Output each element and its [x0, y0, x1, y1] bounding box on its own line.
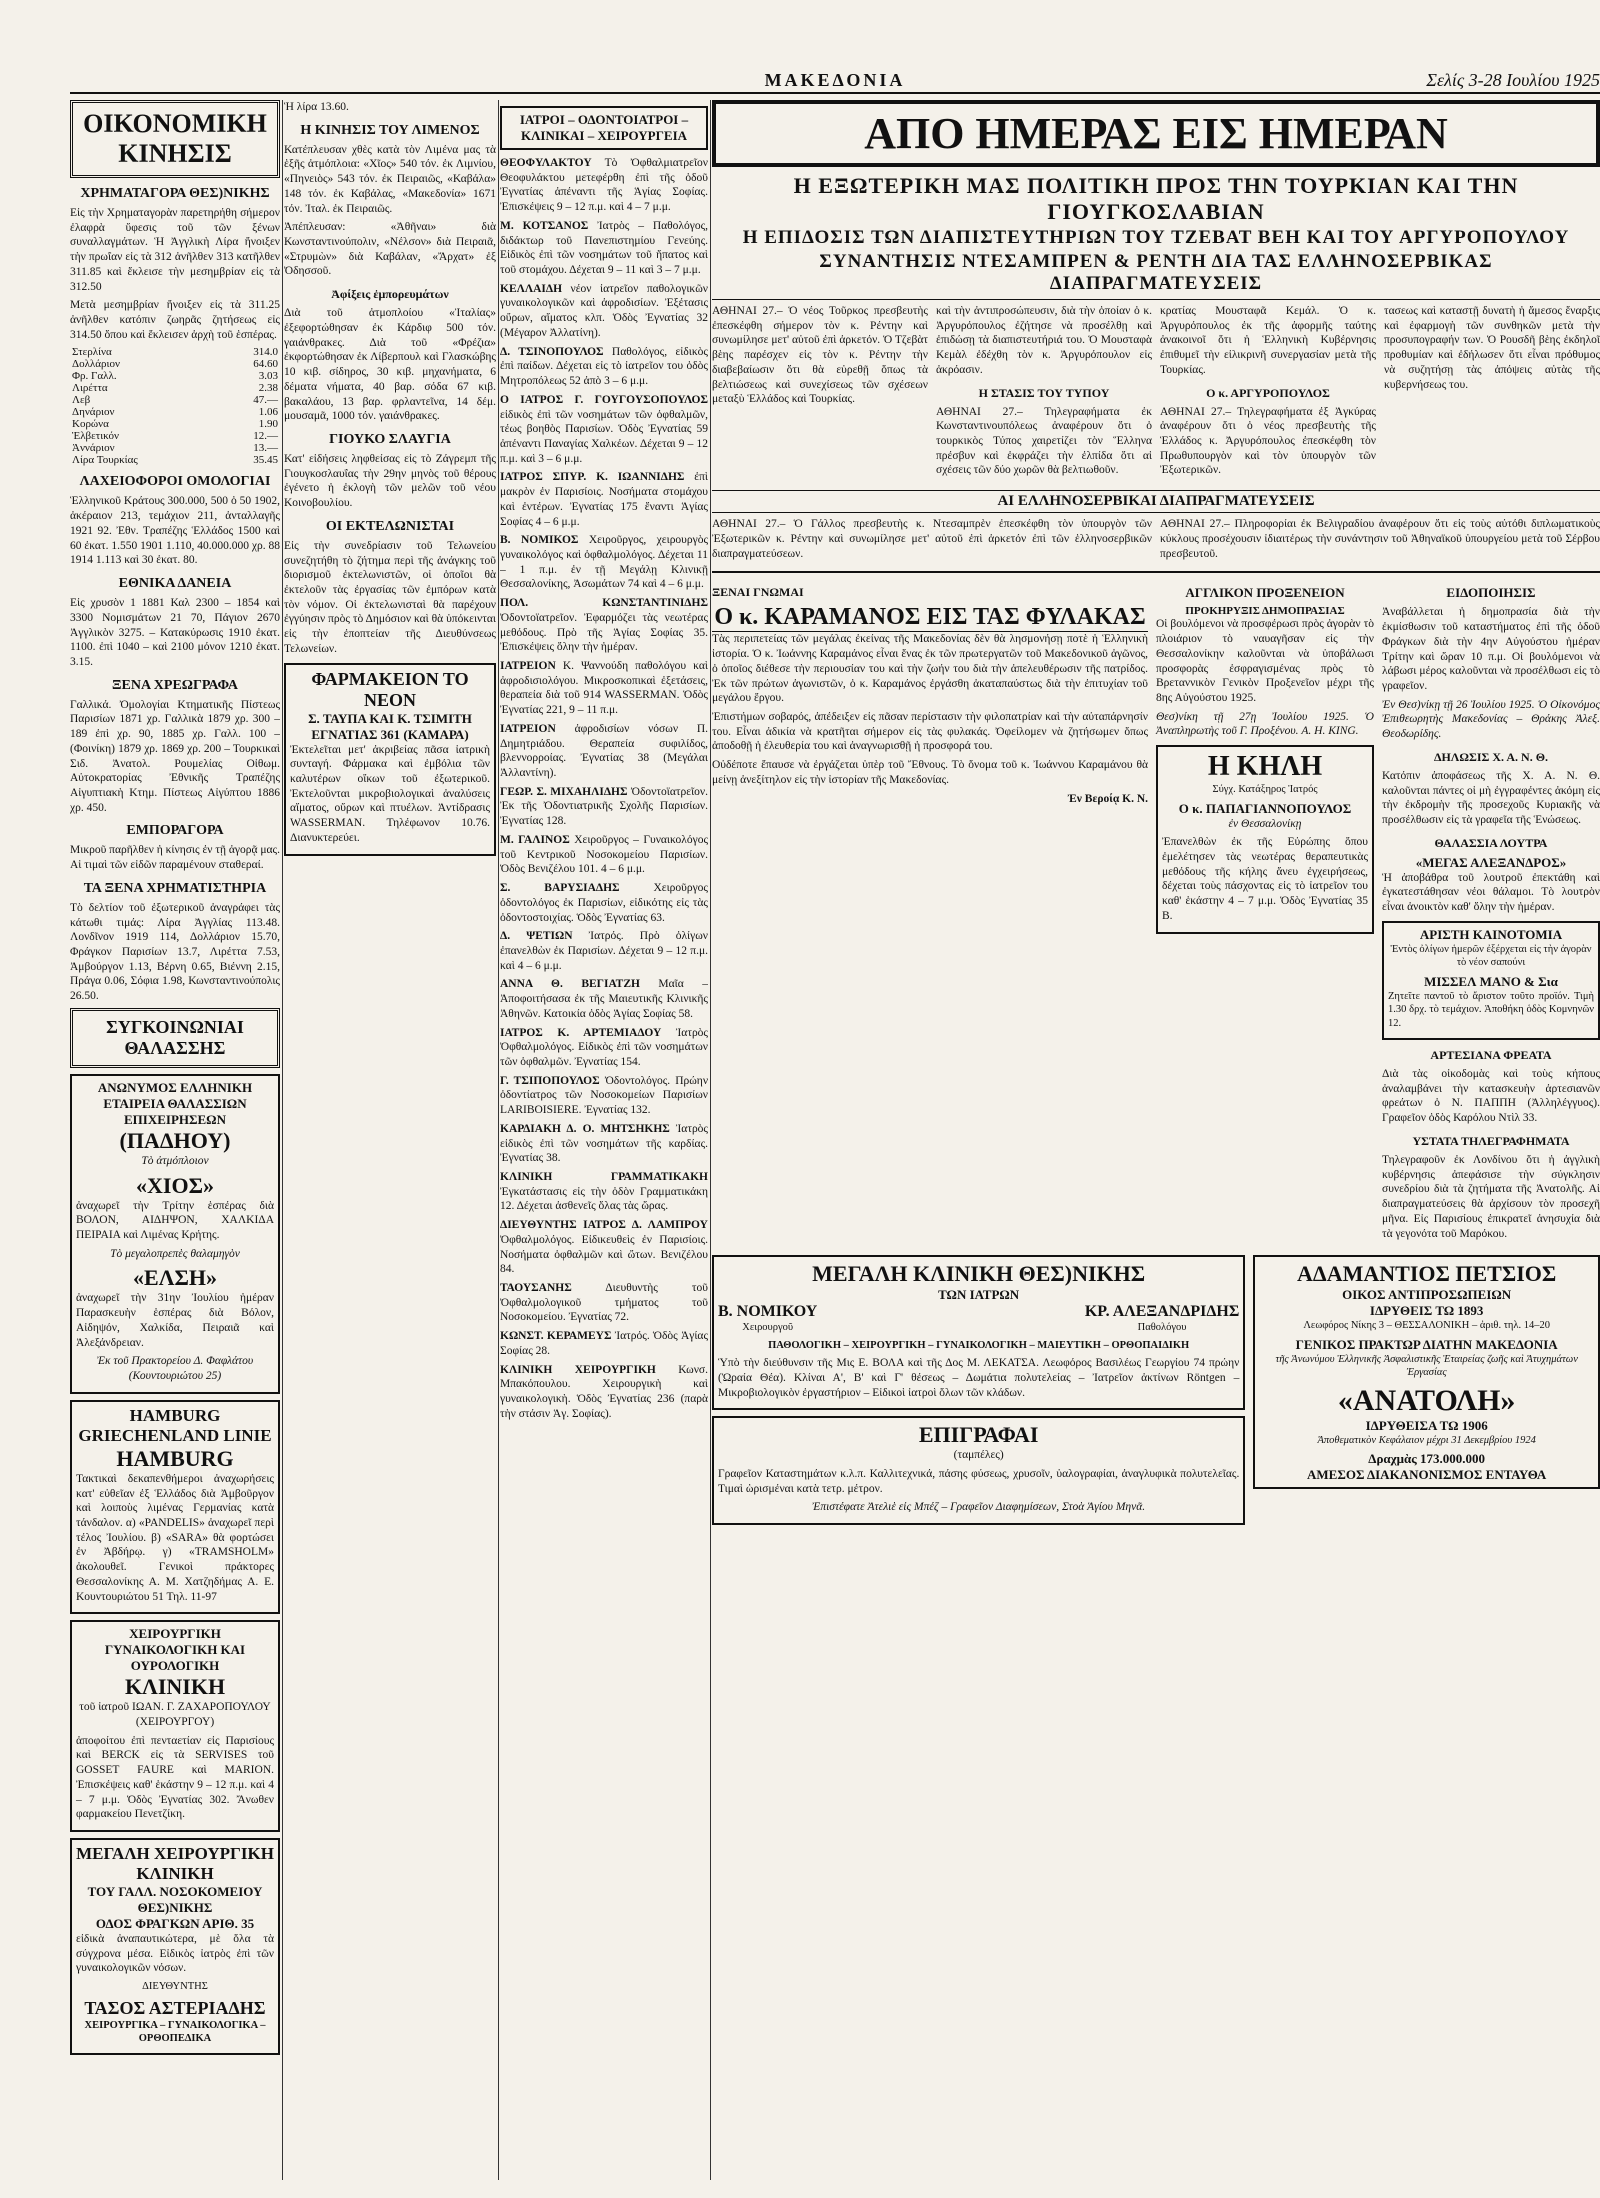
- kili-place: ἐν Θεσσαλονίκῃ: [1228, 817, 1302, 830]
- rate-name: Λεβ: [72, 394, 91, 407]
- rate-value: 47.—: [253, 394, 278, 407]
- lottery-text: Ἑλληνικοῦ Κράτους 300.000, 500 ὁ 50 1902, ἀκέραιον 213, τεμάχιον 211, ἀνταλλαγῆς 1921 92. Ἐθν. Τραπέζης Ἑλλάδος 1500 καὶ 60 ἐκατ. 1.550 1901 1.110, 40.000.000 χρ. 88 1914 1.113 καὶ 30 ἐκατ. 80.: [70, 495, 280, 567]
- pharmacy-text: Ἐκτελεῖται μετ' ἀκριβείας πᾶσα ἰατρικὴ συνταγή. Φάρμακα καὶ ἐμβόλια τῶν καλυτέρων οἴκων τοῦ ἐξωτερικοῦ. Ἐκτελοῦνται μικροβιολογικαὶ ἀναλύσεις αἵματος, οὔρων καὶ πτυέλων. Ἀντίδρασις WASSERMAN. Τηλέφωνον 10.76. Διανυκτερεύει.: [290, 743, 490, 844]
- doctor-entry: [500, 282, 708, 341]
- customs-text: Εἰς τὴν συνεδρίασιν τοῦ Τελωνείου συνεζητήθη τὸ ζήτημα περὶ τῆς ἀνάγκης τοῦ διορισμοῦ ἐκτελωνιστῶν, οἱ ὁποῖοι θὰ ἐκτελοῦν τὰς ἐργασίας τῶν ἐμπόρων κατὰ τὸν νόμον. Οἱ ἐκτελωνισταὶ θὰ παρέχουν ἐγγύησιν πρὸς τὸ Δημόσιον καὶ θὰ ὑπόκεινται εἰς τὴν ἐποπτείαν τῆς Διευθύνσεως Τελωνείων.: [284, 539, 496, 655]
- doctor-text: Ἰατρὸς Ὀφθαλμολόγος. Εἰδικὸς ἐπὶ τῶν νοσημάτων τῶν ὀφθαλμῶν. Ἐγνατίας 154.: [500, 1026, 708, 1068]
- kili-sub: Σύγχ. Κατάξηρος Ἰατρός: [1212, 784, 1318, 796]
- signs-text: Γραφεῖον Καταστημάτων κ.λ.π. Καλλιτεχνικά, πάσης φύσεως, χρυσοῖν, ὑαλογραφίαι, ἀναγλυφικὰ πολυτελεῖας. Τιμαὶ ὡρισμέναι κατὰ τετρ. μέτρον.: [718, 1467, 1240, 1495]
- megali-doc1-role: Χειρουργοῦ: [742, 1322, 794, 1334]
- lead-1: ΑΘΗΝΑΙ 27.– Ὁ νέος Τοῦρκος πρεσβευτὴς ἐπεσκέφθη σήμερον τὸν κ. Ρέντην καὶ συνωμίλησε μετ' αὐτοῦ ἐπὶ ἀρκετόν. Ὁ Τζεβὰτ βὲης παρέσχεν εἰς τὸν κ. Ρέντην τὴν διαβεβαίωσιν ὅτι θὰ εὑρεθῇ ὅπως τὰ βελτιώσεως καὶ συνεχίσεως τῶν σχέσεων μεταξὺ Ἑλλάδος καὶ Τουρκίας.: [712, 305, 928, 406]
- doctor-name: Γ. ΤΣΙΠΟΠΟΥΛΟΣ: [500, 1074, 600, 1087]
- megali-sub: ΤΩΝ ΙΑΤΡΩΝ: [938, 1287, 1020, 1303]
- petsios-founded: ΙΔΡΥΘΕΙΣ ΤΩ 1893: [1369, 1303, 1484, 1319]
- megali-text: Ὑπὸ τὴν διεύθυνσιν τῆς Μις Ε. ΒΟΛΑ καὶ τῆς Δος Μ. ΛΕΚΑΤΣΑ. Λεωφόρος Βασιλέως Γεωργίου 74 πρώην (Ὡραία Θέα). Κλίναι Α', Β' καὶ Γ' θέσεως – Δωμάτια πολυτελείας – Ἰατρεῖον ἀκτίνων Röntgen – Μικροβιολογικὸν ἐργαστήριον – Εἰδικοὶ ἰατροὶ ὅλων τῶν κλάδων.: [718, 1357, 1240, 1399]
- column-doctors: [500, 100, 708, 1426]
- clinic1-name: ΚΛΙΝΙΚΗ: [124, 1674, 226, 1700]
- anatoli-title: «ΑΝΑΤΟΛΗ»: [1337, 1383, 1516, 1417]
- doctor-entry: [500, 1170, 708, 1214]
- rate-value: 2.38: [258, 382, 278, 395]
- innovation-text: Ἐντὸς ὀλίγων ἡμερῶν ἐξέρχεται εἰς τὴν ἀγορὰν τὸ νέον σαπούνι: [1390, 943, 1592, 969]
- rate-name: Ἑλβετικόν: [72, 430, 119, 443]
- doctor-text: Ἰατρὸς – Παθολόγος, διδάκτωρ τοῦ Πανεπιστημίου Γενεύης. Εἰδικὸς ἐπὶ τῶν νοσημάτων τοῦ ἥπατος καὶ τοῦ στομάχου. Δέχεται 9 – 11 καὶ 3 – 7 μ.μ.: [500, 219, 708, 277]
- karamanos-text: Τὰς περιπετείας τῶν μεγάλας ἐκείνας τῆς Μακεδονίας δὲν θὰ λησμονήσῃ ποτὲ ἡ Ἑλληνικὴ ἱστορία. Ὁ κ. Ἰωάννης Καραμάνος εἶναι ἕνας ἐκ τῶν πρωτεργατῶν τοῦ Μακεδονικοῦ ἀγῶνος, ὁ ὁποῖος διέθεσε τὴν περιουσίαν του καὶ τὴν ζωήν του διὰ τὴν ἀπελευθέρωσιν τῆς πατρίδος. Ἐκ τῶν πρώτων ἀγωνιστῶν, ὁ κ. Καραμάνος ἐργάσθη ἀκαταπαύστως διὰ τὴν ἐπιτυχίαν τοῦ μεγάλου ἔργου.: [712, 633, 1148, 705]
- doctor-text: Ἐγκατάστασις εἰς τὴν ὁδὸν Γραμματικάκη 12. Δέχεται ἀσθενεῖς ὅλας τὰς ὥρας.: [500, 1185, 708, 1213]
- clinic2-director: ΤΑΣΟΣ ΑΣΤΕΡΙΑΔΗΣ: [84, 1997, 266, 2018]
- exchange-text: Τὸ δελτίον τοῦ ἐξωτερικοῦ ἀναγράφει τὰς κάτωθι τιμάς: Λίρα Ἀγγλίας 113.48. Λονδῖνον 1919 114, Δολλάριον 15.70, Φράγκον Παρισίων 13.7, Λιρέττα 7.53, Ἀμβούργον 1.13, Βέρνη 0.65, Βιέννη 2.15, Πράγα 0.06, Σόφια 1.98, Κωνσταντινούπολις 26.50.: [70, 901, 280, 1003]
- doctor-text: Τὸ Ὀφθαλμιατρεῖον Θεοφυλάκτου μετεφέρθη ἐπὶ τῆς ὁδοῦ Ἐγνατίας ἀπέναντι τῆς Ἁγίας Σοφίας. Ἐπισκέψεις 9 – 12 π.μ. καὶ 4 – 7 μ.μ.: [500, 157, 708, 214]
- market-text-2: Μετὰ μεσημβρίαν ἤνοιξεν εἰς τὰ 311.25 ἀνῆλθεν κατόπιν ζωηρᾶς ζητήσεως εἰς 314.50 ὅπου καὶ ἔκλεισεν ἀρχὴ τοῦ ἑσπέρας.: [70, 299, 280, 341]
- doctor-list: [500, 156, 708, 1422]
- national-title: ΕΘΝΙΚΑ ΔΑΝΕΙΑ: [118, 576, 232, 592]
- megali-doc2: ΚΡ. ΑΛΕΞΑΝΔΡΙΔΗΣ: [1084, 1303, 1240, 1321]
- doctor-entry: [500, 833, 708, 877]
- hamburg-text: Τακτικαὶ δεκαπενθήμεροι ἀναχωρήσεις κατ' εὐθεῖαν ἐξ Ἑλλάδος διὰ Ἀμβοῦργον καὶ λοιποὺς λιμένας Γερμανίας κατὰ τάνδαλον. α) «PANDELIS» ἀναχωρεῖ περὶ τέλος Ἰουλίου. β) «SARA» θὰ φορτώσει ἐν Ἀβδήρῳ. γ) «TRAMSHOLM» ἀκολουθεῖ. Γενικοὶ πράκτορες Θεσσαλονίκης Α. Μ. Χατζηδήμας Α. Ε. Κουντουριώτου 51 Τηλ. 11-97: [76, 1472, 274, 1603]
- doctor-entry: [500, 470, 708, 529]
- doctor-text: Κ. Ψαννούδη παθολόγου καὶ ἀφροδισιολόγου. Μικροσκοπικαὶ ἐξετάσεις, θεραπεία διὰ τοῦ 914 WASSERMAN. Ὁδὸς Ἐγνατίας 221, 9 – 11 π.μ.: [500, 660, 708, 717]
- doctors-header: ΙΑΤΡΟΙ – ΟΔΟΝΤΟΙΑΤΡΟΙ – ΚΛΙΝΙΚΑΙ – ΧΕΙΡΟΥΡΓΕΙΑ: [500, 106, 708, 150]
- ship2-text: ἀναχωρεῖ τὴν 31ην Ἰουλίου ἡμέραν Παρασκευὴν ἑσπέρας διὰ Βόλον, Αἰδηψόν, Χαλκίδα, Πειραιᾶ καὶ Ἀλεξάνδρειαν.: [76, 1292, 274, 1349]
- signs-sub: (ταμπέλες): [953, 1449, 1004, 1462]
- doctor-entry: [500, 533, 708, 592]
- masthead: [70, 70, 1600, 94]
- clinic2-title: ΜΕΓΑΛΗ ΧΕΙΡΟΥΡΓΙΚΗ ΚΛΙΝΙΚΗ: [76, 1844, 274, 1883]
- doctor-text: νέον ἰατρεῖον παθολογικῶν γυναικολογικῶν καὶ ἀφροδισίων. Ἐξέτασις οὔρων, αἵματος κλπ. Ὁδὸς Ἐγνατίας 32 (Μέγαρον Ἀλλατίνη).: [500, 282, 708, 339]
- shipping-banner: ΣΥΓΚΟΙΝΩΝΙΑΙ ΘΑΛΑΣΣΗΣ: [70, 1008, 280, 1068]
- doctor-entry: [500, 659, 708, 718]
- market-title: ΧΡΗΜΑΤΑΓΟΡΑ ΘΕΣ)ΝΙΚΗΣ: [80, 186, 270, 201]
- doctor-text: Χειροῦργος, χειρουργὸς γυναικολόγος καὶ ὀφθαλμολόγος. Δέχεται 11 – 1 π.μ. ἐν τῇ Μεγάλῃ Κλινικῇ Θεσσαλονίκης, Ἀσωμάτων 74 καὶ 4 – 6 μ.μ.: [500, 534, 708, 591]
- column-port: [284, 100, 496, 862]
- doctor-text: Ὀδοντοϊατρεῖον. Ἐκ τῆς Ὀδοντιατρικῆς Σχολῆς Παρισίων. Ἐγνατίας 128.: [500, 785, 708, 828]
- clinic2-director-label: ΔΙΕΥΘΥΝΤΗΣ: [142, 1981, 208, 1993]
- loutra-name: «ΜΕΓΑΣ ΑΛΕΞΑΝΔΡΟΣ»: [1415, 854, 1567, 870]
- rate-name: Δολλάριον: [72, 358, 120, 371]
- argy-text: ΑΘΗΝΑΙ 27.– Τηλεγραφήματα ἐξ Ἀγκύρας ἀναφέρουν ὅτι ὁ νέος πρεσβευτὴς τῆς Ἑλλάδος κ. Ἀργυρόπουλος ἐπεσκέφθη τὸν Πρωθυπουργὸν καὶ τὸν ὑπουργὸν τῶν Ἐξωτερικῶν.: [1160, 405, 1376, 477]
- strike-title: Η ΣΤΑΣΙΣ ΤΟΥ ΤΥΠΟΥ: [978, 385, 1110, 400]
- clinic2-ad: [70, 1838, 280, 2055]
- megali-doc1: Β. ΝΟΜΙΚΟΥ: [718, 1303, 818, 1321]
- clinic2-sub: ΤΟΥ ΓΑΛΛ. ΝΟΣΟΚΟΜΕΙΟΥ ΘΕΣ)ΝΙΚΗΣ: [87, 1884, 263, 1915]
- rate-name: Ἀννάριον: [72, 442, 115, 455]
- column-economic: [70, 100, 280, 2061]
- doctor-entry: [500, 785, 708, 829]
- commodity-title: ΕΜΠΟΡΑΓΟΡΑ: [126, 823, 224, 839]
- english-consulate-sub: ΠΡΟΚΗΡΥΞΙΣ ΔΗΜΟΠΡΑΣΙΑΣ: [1185, 605, 1345, 618]
- wells-text: Διὰ τὰς οἰκοδομὰς καὶ τοὺς κήπους ἀναλαμβάνει τὴν κατασκευὴν ἀρτεσιανῶν φρεάτων ὁ Ν. ΠΑΠΠΗ (Ἀλληλέγγυος). Γραφεῖον ὁδὸς Καρόλου Ντὶλ 33.: [1382, 1068, 1600, 1125]
- doctor-text: Ἰατρός. Πρὸ ὀλίγων ἐπανελθὼν ἐκ Παρισίων. Δέχεται 9 – 12 π.μ. καὶ 4 – 6 μ.μ.: [500, 930, 708, 972]
- loutra-title: ΘΑΛΑΣΣΙΑ ΛΟΥΤΡΑ: [1434, 835, 1548, 850]
- paper-name: ΜΑΚΕΔΟΝΙΑ: [764, 70, 906, 90]
- anatoli-footer: ΑΜΕΣΟΣ ΔΙΑΚΑΝΟΝΙΣΜΟΣ ΕΝΤΑΥΘΑ: [1307, 1466, 1547, 1482]
- signs-ad: [712, 1416, 1245, 1525]
- anatoli-amount: Δραχμὰς 173.000.000: [1368, 1450, 1486, 1466]
- doctor-name: ΔΙΕΥΘΥΝΤΗΣ ΙΑΤΡΟΣ Δ. ΛΑΜΠΡΟΥ: [500, 1219, 708, 1232]
- clinic1-text: ἀποφοίτου ἐπὶ πενταετίαν εἰς Παρισίους καὶ BERCK εἰς τὰ SERVISES τοῦ GOSSET FAURE καὶ MARION. Ἐπισκέψεις καθ' ἑκάστην 9 – 12 π.μ. καὶ 4 – 7 μ.μ. Ὁδὸς Ἐγνατίας 302. Ἄνωθεν φαρμακείου Πενετζίκη.: [76, 1734, 274, 1821]
- petsios-sub: ΟΙΚΟΣ ΑΝΤΙΠΡΟΣΩΠΕΙΩΝ: [1342, 1287, 1512, 1303]
- doctor-text: ἐπὶ μακρὸν ἐν Παρισίοις. Νοσήματα στομάχου καὶ ἐντέρων. Ἐγνατίας 175 ἔναντι Ἁγίας Σοφίας 4 – 6 μ.μ.: [500, 471, 708, 528]
- doctor-name: ΚΑΡΔΙΑΚΗ Δ. Ο. ΜΗΤΣΗΚΗΣ: [500, 1122, 670, 1135]
- doctor-text: Κωνσ. Μπακόπουλου. Χειρουργικὴ καὶ γυναικολογικὴ. Ὁδὸς Ἐγνατίας 236 (παρὰ τὴν στάσιν Ἁγ. Σοφίας).: [500, 1363, 708, 1420]
- doctor-text: Διευθυντὴς τοῦ Ὀφθαλμολογικοῦ τμήματος τοῦ Νοσοκομείου. Ἐγνατίας 72.: [500, 1282, 708, 1324]
- lottery-title: ΛΑΧΕΙΟΦΟΡΟΙ ΟΜΟΛΟΓΙΑΙ: [79, 474, 271, 490]
- doctor-text: Ἰατρὸς εἰδικὸς ἐπὶ τῶν νοσημάτων τῆς καρδίας. Ἐγνατίας 38.: [500, 1122, 708, 1165]
- rate-row: [70, 406, 280, 418]
- rate-row: [70, 382, 280, 394]
- signs-footer: Ἐπιστέφατε Ἀτελιὲ εἰς Μπέζ – Γραφεῖον Διαφημίσεων, Στοὰ Ἁγίου Μηνᾶ.: [812, 1501, 1146, 1514]
- serb-text-2: ΑΘΗΝΑΙ 27.– Πληροφορίαι ἐκ Βελιγραδίου ἀναφέρουν ὅτι εἰς τοὺς αὐτόθι διπλωματικοὺς κύκλους προσέχουσιν ἰδιαιτέρως τὴν συνάντησιν τοῦ Ἀθηναϊκοῦ ὑπουργείου μετὰ τοῦ Σέρβου πρεσβευτοῦ.: [1160, 518, 1600, 560]
- doctor-name: ΚΛΙΝΙΚΗ ΧΕΙΡΟΥΡΓΙΚΗ: [500, 1363, 656, 1376]
- commodity-text: Μικροῦ παρῆλθεν ἡ κίνησις ἐν τῇ ἀγορᾷ μας. Αἱ τιμαὶ τῶν εἰδῶν παραμένουν σταθεραί.: [70, 844, 280, 872]
- english-consulate-text: Οἱ βουλόμενοι νὰ προσφέρωσι πρὸς ἀγορὰν τὸ πλοιάριον τὸ ναυαγῆσαν εἰς τὴν Θεσσαλονίκην καλοῦνται νὰ ὑποβάλωσι προσφορὰς ἐσφραγισμένας πρὸς τὸ Βρεταννικὸν Γενικὸν Προξενεῖον μέχρι τῆς 8ης Αὐγούστου 1925.: [1156, 618, 1374, 704]
- karamanos-text-3: Οὐδέποτε ἔπαυσε νὰ ἐργάζεται ὑπὲρ τοῦ Ἔθνους. Τὸ ὄνομα τοῦ κ. Ἰωάννου Καραμάνου θὰ μείνῃ ἀνεξίτηλον εἰς τὴν ἱστορίαν τῆς Μακεδονίας.: [712, 759, 1148, 786]
- day-to-day-title: ΑΠΟ ΗΜΕΡΑΣ ΕΙΣ ΗΜΕΡΑΝ: [712, 100, 1600, 167]
- rate-row: [70, 418, 280, 430]
- foreign-text: Γαλλικά. Ὀμολογίαι Κτηματικῆς Πίστεως Παρισίων 1871 χρ. Γαλλικὰ 1879 χρ. 300 – 189 ἐπὶ χρ. 90, 1885 χρ. Γαλλ. 100 – (Φοινίκη) 1879 χρ. 1869 χρ. 200 – Τουρκικαὶ Σιδ. Ἀνατολ. Ρουμελίας Οἰθωμ. Αὐτοκρατορίας Ἐθνικῆς Τραπέζης Αἰγυπτιακὴ Κτημ. Πίστεως Αἰγύπτου 1886 χρ. 450.: [70, 698, 280, 814]
- kili-doctor: Ο κ. ΠΑΠΑΓΙΑΝΝΟΠΟΥΛΟΣ: [1178, 800, 1352, 816]
- bottom-row: [712, 1249, 1600, 1531]
- rate-name: Λίρα Τουρκίας: [72, 454, 138, 467]
- innovation-text-2: Ζητεῖτε παντοῦ τὸ ἄριστον τοῦτο προϊόν. Τιμὴ 1.30 δρχ. τὸ τεμάχιον. Ἀποθήκη ὁδὸς Κομνηνῶν 12.: [1388, 990, 1594, 1029]
- rates-table: [70, 346, 280, 466]
- rate-name: Στερλίνα: [72, 346, 112, 359]
- strike-text: ΑΘΗΝΑΙ 27.– Τηλεγραφήματα ἐκ Κωνσταντινουπόλεως ἀναφέρουν ὅτι ὁ τουρκικὸς Τύπος χαιρετίζει τὸν Ἕλληνα πρέσβυν καὶ ἐκφράζει τὴν ἐλπίδα ὅτι αἱ σχέσεις τῶν δύο χωρῶν θὰ βελτιωθοῦν.: [936, 405, 1152, 477]
- rate-value: 35.45: [253, 454, 278, 467]
- telegrams-text: Τηλεγραφοῦν ἐκ Λονδίνου ὅτι ἡ ἀγγλικὴ κυβέρνησις ἀπεφάσισε τὴν σύγκλησιν συνεδρίου διὰ τὰ ζητήματα τῆς Ἀνατολῆς. Αἱ διαπραγματεύσεις θὰ ἀρχίσουν τὸν προσεχῆ μῆνα. Εἰς Παρισίους ἐπικρατεῖ ἀνησυχία διὰ τὰ γεγονότα τοῦ Μαρόκου.: [1382, 1153, 1600, 1240]
- innovation-name: ΜΙΣΣΕΛ ΜΑΝΟ & Σια: [1424, 973, 1558, 989]
- kili-text: Ἐπανελθὼν ἐκ τῆς Εὐρώπης ὅπου ἐμελέτησεν τὰς νεωτέρας θεραπευτικὰς μεθόδους τῆς κήλης ἄνευ ἐγχειρήσεως, δέχεται τοὺς πάσχοντας εἰς τὸ ἰατρεῖον του καθ' ἑκάστην 4 – 7 μ.μ. Ὁδὸς Ἐγνατίας 35 Β.: [1162, 836, 1368, 922]
- english-consulate-sign: Θεσ)νίκη τῇ 27ῃ Ἰουλίου 1925. Ὁ Ἀναπληρωτὴς τοῦ Γ. Προξένου. A. H. KING.: [1156, 710, 1374, 738]
- dimos-title: ΔΗΛΩΣΙΣ Χ. Α. Ν. Θ.: [1433, 749, 1549, 764]
- doctor-entry: [500, 219, 708, 278]
- news-row: [712, 304, 1600, 482]
- mid-row: [712, 571, 1600, 1245]
- doctor-name: ΚΕΛΛΑΙΔΗ: [500, 282, 563, 295]
- clinic2-text: εἰδικὰ ἀναπαυτικώτερα, μὲ ὅλα τὰ σύγχρονα μέσα. Εἰδικὸς ἰατρὸς ἐπὶ τῶν γυναικολογικῶν νόσων.: [76, 1933, 274, 1975]
- english-consulate-title: ΑΓΓΛΙΚΟΝ ΠΡΟΞΕΝΕΙΟΝ: [1185, 585, 1345, 601]
- karamanos-text-2: Ἐπιστήμων σοβαρός, ἀπέδειξεν εἰς πᾶσαν περίστασιν τὴν φιλοπατρίαν καὶ τὴν αὐταπάρνησίν του. Εἶναι ἀδικία νὰ κρατῆται σήμερον εἰς τὰς φυλακάς. Ὀφείλομεν νὰ ζητήσωμεν ὅπως ἀποδοθῇ ἡ ἐλευθερία του καὶ ἀναγνωρισθῇ ἡ προσφορά του.: [712, 710, 1148, 753]
- doctor-entry: [500, 1026, 708, 1070]
- imports-title: Ἀφίξεις ἐμπορευμάτων: [331, 287, 449, 302]
- notice-title: ΕΙΔΟΠΟΙΗΣΙΣ: [1446, 585, 1536, 601]
- page-date: Σελίς 3-28 Ιουλίου 1925: [1426, 70, 1600, 90]
- rate-row: [70, 394, 280, 406]
- doctor-name: ΘΕΟΦΥΛΑΚΤΟΥ: [500, 157, 592, 169]
- ship2-intro: Τὸ μεγαλοπρεπὲς θαλαμηγὸν: [110, 1247, 240, 1260]
- doctor-entry: [500, 393, 708, 467]
- doctor-entry: [500, 881, 708, 925]
- lead-2: καὶ τὴν ἀντιπροσώπευσιν, διὰ τὴν ὁποίαν ὁ κ. Ἀργυρόπουλος ἐζήτησε νὰ προσέλθῃ καὶ ἐπιδώσῃ τὰ διαπιστευτήριά του. Ὁ Μουσταφὰ Κεμὰλ ἐδέχθη τὸν κ. Ἀργυρόπουλον εἰς ἀκρόασιν.: [936, 305, 1152, 376]
- doctor-name: ΙΑΤΡΕΙΟΝ: [500, 660, 556, 672]
- doctor-name: ΙΑΤΡΟΣ Κ. ΑΡΤΕΜΙΑΔΟΥ: [500, 1026, 662, 1039]
- ship1-name: «ΧΙΟΣ»: [136, 1172, 214, 1198]
- column-rule: [498, 100, 499, 2180]
- megali-doctors: [718, 1303, 1239, 1338]
- port-title: Η ΚΙΝΗΣΙΣ ΤΟΥ ΛΙΜΕΝΟΣ: [300, 122, 480, 138]
- megali-title: ΜΕΓΑΛΗ ΚΛΙΝΙΚΗ ΘΕΣ)ΝΙΚΗΣ: [812, 1261, 1146, 1287]
- lead-3: κρατίας Μουσταφᾶ Κεμάλ. Ὁ κ. Ἀργυρόπουλος ἐκ τῆς ἀφορμῆς ταύτης ἀνακοινοῖ ὅτι ἡ Ἑλληνικὴ Κυβέρνησις ἐπιθυμεῖ τὴν εἰλικρινῆ συνεργασίαν μετὰ τῆς Τουρκίας.: [1160, 305, 1376, 376]
- rate-row: [70, 358, 280, 370]
- doctor-name: ΚΩΝΣΤ. ΚΕΡΑΜΕΥΣ: [500, 1330, 612, 1343]
- doctor-name: ΙΑΤΡΕΙΟΝ: [500, 722, 556, 735]
- argy-title: Ο κ. ΑΡΓΥΡΟΠΟΥΛΟΣ: [1206, 385, 1330, 400]
- doctor-entry: [500, 1074, 708, 1118]
- doctor-name: ΑΝΝΑ Θ. ΒΕΓΙΑΤΖΗ: [500, 978, 640, 991]
- clinic1-doctor: τοῦ ἰατροῦ ΙΩΑΝ. Γ. ΖΑΧΑΡΟΠΟΥΛΟΥ (ΧΕΙΡΟΥΡΓΟΥ): [79, 1701, 271, 1728]
- notice-text: Ἀναβάλλεται ἡ δημοπρασία διὰ τὴν ἐκμίσθωσιν τοῦ καταστήματος ἐπὶ τῆς ὁδοῦ Φράγκων διὰ τὴν 4ην Αὐγούστου ἡμέραν Τρίτην καὶ ὥραν 10 π.μ. Οἱ βουλόμενοι νὰ λάβωσι μέρος καλοῦνται νὰ προσέλθωσι εἰς τὸ γραφεῖον.: [1382, 606, 1600, 692]
- doctor-entry: [500, 977, 708, 1021]
- rate-value: 1.06: [258, 406, 278, 419]
- serb-text: ΑΘΗΝΑΙ 27.– Ὁ Γάλλος πρεσβευτὴς κ. Ντεσαμπρὲν ἐπεσκέφθη τὸν ὑπουργὸν τῶν Ἐξωτερικῶν κ. Ρέντην καὶ συνωμίλησε μετ' αὐτοῦ ἐπὶ ἀρκετόν ἐπὶ τῶν ἑλληνοσερβικῶν διαπραγματεύσεων.: [712, 518, 1152, 560]
- pound-rate: Ἡ λίρα 13.60.: [284, 101, 349, 113]
- doctor-name: Δ. ΨΕΤΙΩΝ: [500, 930, 573, 943]
- kili-title: Η ΚΗΛΗ: [1207, 751, 1323, 783]
- customs-title: ΟΙ ΕΚΤΕΛΩΝΙΣΤΑΙ: [325, 518, 455, 534]
- shipping-name: (ΠΑΔΗΟΥ): [119, 1127, 231, 1153]
- rate-value: 3.03: [258, 370, 278, 383]
- petsios-title: ΑΔΑΜΑΝΤΙΟΣ ΠΕΤΣΙΟΣ: [1297, 1261, 1557, 1287]
- doctor-entry: [500, 1281, 708, 1325]
- serb-title: ΑΙ ΕΛΛΗΝΟΣΕΡΒΙΚΑΙ ΔΙΑΠΡΑΓΜΑΤΕΥΣΕΙΣ: [712, 490, 1600, 513]
- ship2-name: «ΕΛΣΗ»: [133, 1265, 217, 1291]
- port-text-2: Ἀπέπλευσαν: «Ἀθῆναι» διὰ Κωνσταντινούπολιν, «Νέλσον» διὰ Πειραιᾶ, «Στρυμὼν» διὰ Καβάλαν, «Ἄρχατ» ἐξ Ὀδησσοῦ.: [284, 221, 496, 278]
- headline-1: Η ΕΞΩΤΕΡΙΚΗ ΜΑΣ ΠΟΛΙΤΙΚΗ ΠΡΟΣ ΤΗΝ ΤΟΥΡΚΙΑΝ ΚΑΙ ΤΗΝ ΓΙΟΥΓΚΟΣΛΑΒΙΑΝ: [793, 173, 1519, 224]
- clinic1-ad: [70, 1620, 280, 1832]
- rate-row: [70, 346, 280, 358]
- petsios-company: τῆς Ἀνωνύμου Ἑλληνικῆς Ἀσφαλιστικῆς Ἑταιρείας ζωῆς καὶ Ἀτυχημάτων Ἐργασίας: [1275, 1353, 1578, 1379]
- pharmacy-addr: ΕΓΝΑΤΙΑΣ 361 (ΚΑΜΑΡΑ): [311, 726, 469, 742]
- clinic2-footer: ΧΕΙΡΟΥΡΓΙΚΑ – ΓΥΝΑΙΚΟΛΟΓΙΚΑ – ΟΡΘΟΠΕΔΙΚΑ: [84, 2019, 266, 2045]
- rate-value: 64.60: [253, 358, 278, 371]
- doctor-name: ΓΕΩΡ. Σ. ΜΙΧΑΗΛΙΔΗΣ: [500, 785, 628, 798]
- signs-title: ΕΠΙΓΡΑΦΑΙ: [918, 1422, 1039, 1448]
- doctor-name: Μ. ΓΑΛΙΝΟΣ: [500, 833, 570, 846]
- doctor-name: Σ. ΒΑΡΥΣΙΑΔΗΣ: [500, 882, 620, 895]
- doctor-text: Ὀδοντοϊατρεῖον. Ἐφαρμόζει τὰς νεωτέρας μεθόδους. Πρὸ τῆς Ἁγίας Σοφίας 35. Ἐπισκέψεις ὅλην τὴν ἡμέραν.: [500, 611, 708, 654]
- doctor-text: Μαῖα – Ἀποφοιτήσασα ἐκ τῆς Μαιευτικῆς Κλινικῆς Ἀθηνῶν. Κατοικία ὁδὸς Ἁγίας Σοφίας 58.: [500, 978, 708, 1020]
- rate-name: Δηνάριον: [72, 406, 115, 419]
- doctor-entry: [500, 722, 708, 781]
- rate-name: Λιρέττα: [72, 382, 108, 395]
- doctor-text: Παθολόγος, εἰδικὸς ἐπὶ παίδων. Δέχεται εἰς τὸ ἰατρεῖον του ὁδὸς Μητροπόλεως 52 ἀπὸ 3 – 6 μ.μ.: [500, 345, 708, 388]
- national-text: Εἰς χρυσὸν 1 1881 Καλ 2300 – 1854 καὶ 3300 Νομισμάτων 21 70, Πάγιον 2670 Ἀγγλικὸν 3275. – Κατακύρωσις 1910 ἐκατ. 1100. ἐπὶ 1040 – καὶ 2100 μόνον 1210 ἐκατ. 3.15.: [70, 597, 280, 668]
- column-rule: [282, 100, 283, 2180]
- doctor-entry: [500, 596, 708, 655]
- rate-value: 1.90: [258, 418, 278, 431]
- rate-name: Φρ. Γαλλ.: [72, 370, 117, 383]
- doctor-name: ΠΟΛ. ΚΩΝΣΤΑΝΤΙΝΙΔΗΣ: [500, 597, 708, 610]
- petsios-addr: Λεωφόρος Νίκης 3 – ΘΕΣΣΑΛΟΝΙΚΗ – ἀριθ. τηλ. 14–20: [1303, 1320, 1551, 1332]
- market-text: Εἰς τὴν Χρηματαγορὰν παρετηρήθη σήμερον ἐλαφρὰ ὕφεσις τοῦ τῶν ξένων συναλλαγμάτων. Ἡ Ἀγγλικὴ Λίρα ἤνοιξεν τὴν πρωΐαν εἰς τὰ 312 ἀνῆλθεν 313 κατῆλθεν 311.85 καὶ ἔκλεισε τὴν μεσημβρίαν εἰς τὰ 312.50: [70, 207, 280, 293]
- shipping-ad: [70, 1074, 280, 1394]
- wells-title: ΑΡΤΕΣΙΑΝΑ ΦΡΕΑΤΑ: [1430, 1048, 1552, 1063]
- doctor-name: Δ. ΤΣΙΝΟΠΟΥΛΟΣ: [500, 345, 604, 358]
- rate-row: [70, 454, 280, 466]
- headline-2: Η ΕΠΙΔΟΣΙΣ ΤΩΝ ΔΙΑΠΙΣΤΕΥΤΗΡΙΩΝ ΤΟΥ ΤΖΕΒΑΤ ΒΕΗ ΚΑΙ ΤΟΥ ΑΡΓΥΡΟΠΟΥΛΟΥ: [742, 227, 1570, 248]
- rate-value: 314.0: [253, 346, 278, 359]
- foreign-title: ΞΕΝΑ ΧΡΕΩΓΡΑΦΑ: [112, 677, 238, 693]
- doctor-entry: [500, 1218, 708, 1277]
- megali-clinic-ad: [712, 1255, 1245, 1410]
- anatoli-capital: Ἀποθεματικὸν Κεφάλαιον μέχρι 31 Δεκεμβρίου 1924: [1317, 1434, 1536, 1446]
- doctor-text: Χειροῦργος – Γυναικολόγος τοῦ Κεντρικοῦ Νοσοκομείου Παρισίων. Ὁδὸς Βενιζέλου 101. 4 – 6 μ.μ.: [500, 833, 708, 876]
- doctor-name: Ο ΙΑΤΡΟΣ Γ. ΓΟΥΓΟΥΣΟΠΟΥΛΟΣ: [500, 393, 708, 406]
- foreign-opinions-title: ΞΕΝΑΙ ΓΝΩΜΑΙ: [712, 585, 804, 600]
- rate-value: 13.—: [253, 442, 278, 455]
- economic-banner: ΟΙΚΟΝΟΜΙΚΗ ΚΙΝΗΣΙΣ: [70, 100, 280, 178]
- clinic2-addr: ΟΔΟΣ ΦΡΑΓΚΩΝ ΑΡΙΘ. 35: [95, 1916, 255, 1931]
- port-text: Κατέπλευσαν χθὲς κατὰ τὸν Λιμένα μας τὰ ἑξῆς ἀτμόπλοια: «Χῖος» 540 τόν. ἐκ Λιμνίου, «Πηνειὸς» 543 τόν. ἐκ Πειραιῶς, «Καβάλα» 148 τόν. ἐκ Καβάλας, «Μακεδονία» 1671 τόν. Ἰταλ. ἐκ Πειραιῶς.: [284, 143, 496, 215]
- doctor-text: Ὀδοντολόγος. Πρώην ὀδοντίατρος τῶν Νοσοκομείων Παρισίων LARIBOISIERE. Ἐγνατίας 132.: [500, 1074, 708, 1117]
- column-rule: [710, 100, 711, 2180]
- headline-3: ΣΥΝΑΝΤΗΣΙΣ ΝΤΕΣΑΜΠΡΕΝ & ΡΕΝΤΗ ΔΙΑ ΤΑΣ ΕΛΛΗΝΟΣΕΡΒΙΚΑΣ ΔΙΑΠΡΑΓΜΑΤΕΥΣΕΙΣ: [712, 251, 1600, 300]
- yugo-text: Κατ' εἰδήσεις ληφθείσας εἰς τὸ Ζάγρεμπ τῆς Γιουγκοσλαυΐας τὴν 29ην μηνὸς τοῦ θέρους ἐγένετο ἡ ἐκλογὴ τῶν μελῶν τοῦ νέου Κοινοβουλίου.: [284, 452, 496, 510]
- doctor-entry: [500, 156, 708, 215]
- notice-sign: Ἐν Θεσ)νίκῃ τῇ 26 Ἰουλίου 1925. Ὁ Οἰκονόμος Ἐπιθεωρητὴς Μακεδονίας – Θράκης Ἀλεξ. Θεοδωρίδης.: [1382, 698, 1600, 741]
- rate-row: [70, 370, 280, 382]
- megali-services: ΠΑΘΟΛΟΓΙΚΗ – ΧΕΙΡΟΥΡΓΙΚΗ – ΓΥΝΑΙΚΟΛΟΓΙΚΗ – ΜΑΙΕΥΤΙΚΗ – ΟΡΘΟΠΑΙΔΙΚΗ: [768, 1339, 1190, 1351]
- pharmacy-title: ΦΑΡΜΑΚΕΙΟΝ ΤΟ ΝΕΟΝ: [311, 668, 469, 710]
- serb-row: [712, 517, 1600, 565]
- karamanos-title: Ο κ. ΚΑΡΑΜΑΝΟΣ ΕΙΣ ΤΑΣ ΦΥΛΑΚΑΣ: [712, 604, 1148, 632]
- lead-4: τασεως καὶ καταστῇ δυνατὴ ἡ ἄμεσος ἔναρξις καὶ ἐφαρμογὴ τῶν συνθηκῶν μετὰ τὴν προσυπογραφήν των. Ὁ Ρουσδῆ βὲης ἐκδηλοῖ προθυμίαν καὶ ἐδήλωσεν ὅτι εἶναι πρόθυμος νὰ συζητήσῃ τὰς ἀπόψεις αὐτὰς τῆς κυβερνήσεως του.: [1384, 305, 1600, 391]
- innovation-title: ΑΡΙΣΤΗ ΚΑΙΝΟΤΟΜΙΑ: [1419, 926, 1563, 942]
- telegrams-title: ΥΣΤΑΤΑ ΤΗΛΕΓΡΑΦΗΜΑΤΑ: [1412, 1133, 1570, 1148]
- ship-office: Ἐκ τοῦ Πρακτορείου Δ. Φαφλάτου (Κουντουριώτου 25): [96, 1355, 254, 1383]
- rate-value: 12.—: [253, 430, 278, 443]
- doctor-name: ΚΛΙΝΙΚΗ ΓΡΑΜΜΑΤΙΚΑΚΗ: [500, 1171, 708, 1183]
- doctor-entry: [500, 929, 708, 973]
- ship1-intro: Τὸ ἀτμόπλοιον: [141, 1154, 209, 1167]
- loutra-text: Ἡ ἀποβάθρα τοῦ λουτροῦ ἐπεκτάθη καὶ ἐγκατεστάθησαν νέοι θάλαμοι. Τὸ λουτρὸν εἶναι ἀνοικτὸν καθ' ὅλην τὴν ἡμέραν.: [1382, 871, 1600, 914]
- doctor-text: Ὀφθαλμολόγος. Εἰδικευθεὶς ἐν Παρισίοις. Νοσήματα ὀφθαλμῶν καὶ ὤτων. Βενιζέλου 84.: [500, 1233, 708, 1276]
- karamanos-sign: Ἐν Βεροίᾳ Κ. Ν.: [1067, 792, 1148, 805]
- megali-doc2-role: Παθολόγου: [1137, 1322, 1187, 1334]
- kili-ad: [1156, 745, 1374, 933]
- rate-row: [70, 442, 280, 454]
- doctor-entry: [500, 1122, 708, 1166]
- doctor-name: Μ. ΚΟΤΣΑΝΟΣ: [500, 219, 589, 232]
- hamburg-title: HAMBURG GRIECHENLAND LINIE: [78, 1405, 272, 1445]
- innovation-ad: [1382, 921, 1600, 1040]
- doctor-text: εἰδικὸς ἐπὶ τῶν νοσημάτων τῶν ὀφθαλμῶν, τέως βοηθὸς Παρισίων. Ὁδὸς Ἐγνατίας 59 ἀπέναντι Παναγίας Χαλκέων. Δέχεται 9 – 12 π.μ. καὶ 3 – 6 μ.μ.: [500, 408, 708, 465]
- doctor-name: ΤΑΟΥΣΑΝΗΣ: [500, 1282, 572, 1295]
- doctor-entry: [500, 1329, 708, 1358]
- dimos-text: Κατόπιν ἀποφάσεως τῆς Χ. Α. Ν. Θ. καλοῦνται πάντες οἱ μὴ ἐγγραφέντες ἀκόμη εἰς τὴν ἐκδρομὴν τῆς προσεχοῦς Κυριακῆς νὰ προσέλθωσιν εἰς τὰ γραφεῖα τῆς Ἑνώσεως.: [1382, 769, 1600, 826]
- clinic1-title: ΧΕΙΡΟΥΡΓΙΚΗ ΓΥΝΑΙΚΟΛΟΓΙΚΗ ΚΑΙ ΟΥΡΟΛΟΓΙΚΗ: [104, 1626, 246, 1674]
- pharmacy-ad: [284, 663, 496, 856]
- doctor-text: Χειροῦργος ὀδοντολόγος ἐκ Παρισίων, εἰδικότης εἰς τὰς ὀδοντοστοιχίας. Ὁδὸς Ἐγνατίας 63.: [500, 882, 708, 924]
- yugo-title: ΓΙΟΥΚΟ ΣΛΑΥΓΙΑ: [329, 431, 451, 447]
- rate-name: Κορώνα: [72, 418, 109, 431]
- doctor-entry: [500, 345, 708, 389]
- hamburg-ad: [70, 1400, 280, 1614]
- petsios-ad: [1253, 1255, 1600, 1489]
- doctor-text: ἀφροδισίων νόσων Π. Δημητριάδου. Θεραπεία συφιλίδος, βλεννορροίας. Ἐγνατίας 38 (Μεγάλαι Ἀλλαντίνη).: [500, 722, 708, 780]
- doctor-text: Ἰατρός. Ὁδὸς Ἁγίας Σοφίας 28.: [500, 1330, 708, 1357]
- pharmacy-names: Σ. ΤΑΥΠΑ ΚΑΙ Κ. ΤΣΙΜΙΤΗ: [308, 710, 472, 726]
- column-news: [712, 100, 1600, 1531]
- hamburg-sub: HAMBURG: [116, 1445, 234, 1471]
- shipping-company: ΑΝΩΝΥΜΟΣ ΕΛΛΗΝΙΚΗ ΕΤΑΙΡΕΙΑ ΘΑΛΑΣΣΙΩΝ ΕΠΙΧΕΙΡΗΣΕΩΝ: [97, 1079, 253, 1127]
- exchange-title: ΤΑ ΞΕΝΑ ΧΡΗΜΑΤΙΣΤΗΡΙΑ: [83, 880, 267, 896]
- anatoli-founded: ΙΔΡΥΘΕΙΣΑ ΤΩ 1906: [1365, 1417, 1488, 1433]
- ship1-text: ἀναχωρεῖ τὴν Τρίτην ἑσπέρας διὰ ΒΟΛΟΝ, ΑΙΔΗΨΟΝ, ΧΑΛΚΙΔΑ ΠΕΙΡΑΙΑ καὶ Λιμένας Κρήτης.: [76, 1199, 274, 1242]
- doctor-name: ΙΑΤΡΟΣ ΣΠΥΡ. Κ. ΙΩΑΝΝΙΔΗΣ: [500, 471, 685, 484]
- doctor-name: Β. ΝΟΜΙΚΟΣ: [500, 534, 579, 547]
- imports-text: Διὰ τοῦ ἀτμοπλοίου «Ἰταλίας» ἐξεφορτώθησαν ἐκ Κάρδιφ 500 τόν. γαιάνθρακες. Διὰ τοῦ «Φρέζια» ἐκφορτώθησαν ἐκ Λίβερπουλ καὶ Γλασκώβης 10 κιβ. σίδηρος, 30 κιβ. μηχανήματα, 6 δέματα νήματα, 40 βαρ. σόδα 67 κιβ. βακαλάου, 13 βαρ. φρλαντεῖνα, 14 δέμ. μουσαμᾶ, 1000 τόν. γαιάνθρακες.: [284, 307, 496, 423]
- rate-row: [70, 430, 280, 442]
- petsios-agent: ΓΕΝΙΚΟΣ ΠΡΑΚΤΩΡ ΔΙΑΤΗΝ ΜΑΚΕΔΟΝΙΑ: [1295, 1336, 1558, 1352]
- doctor-entry: [500, 1363, 708, 1422]
